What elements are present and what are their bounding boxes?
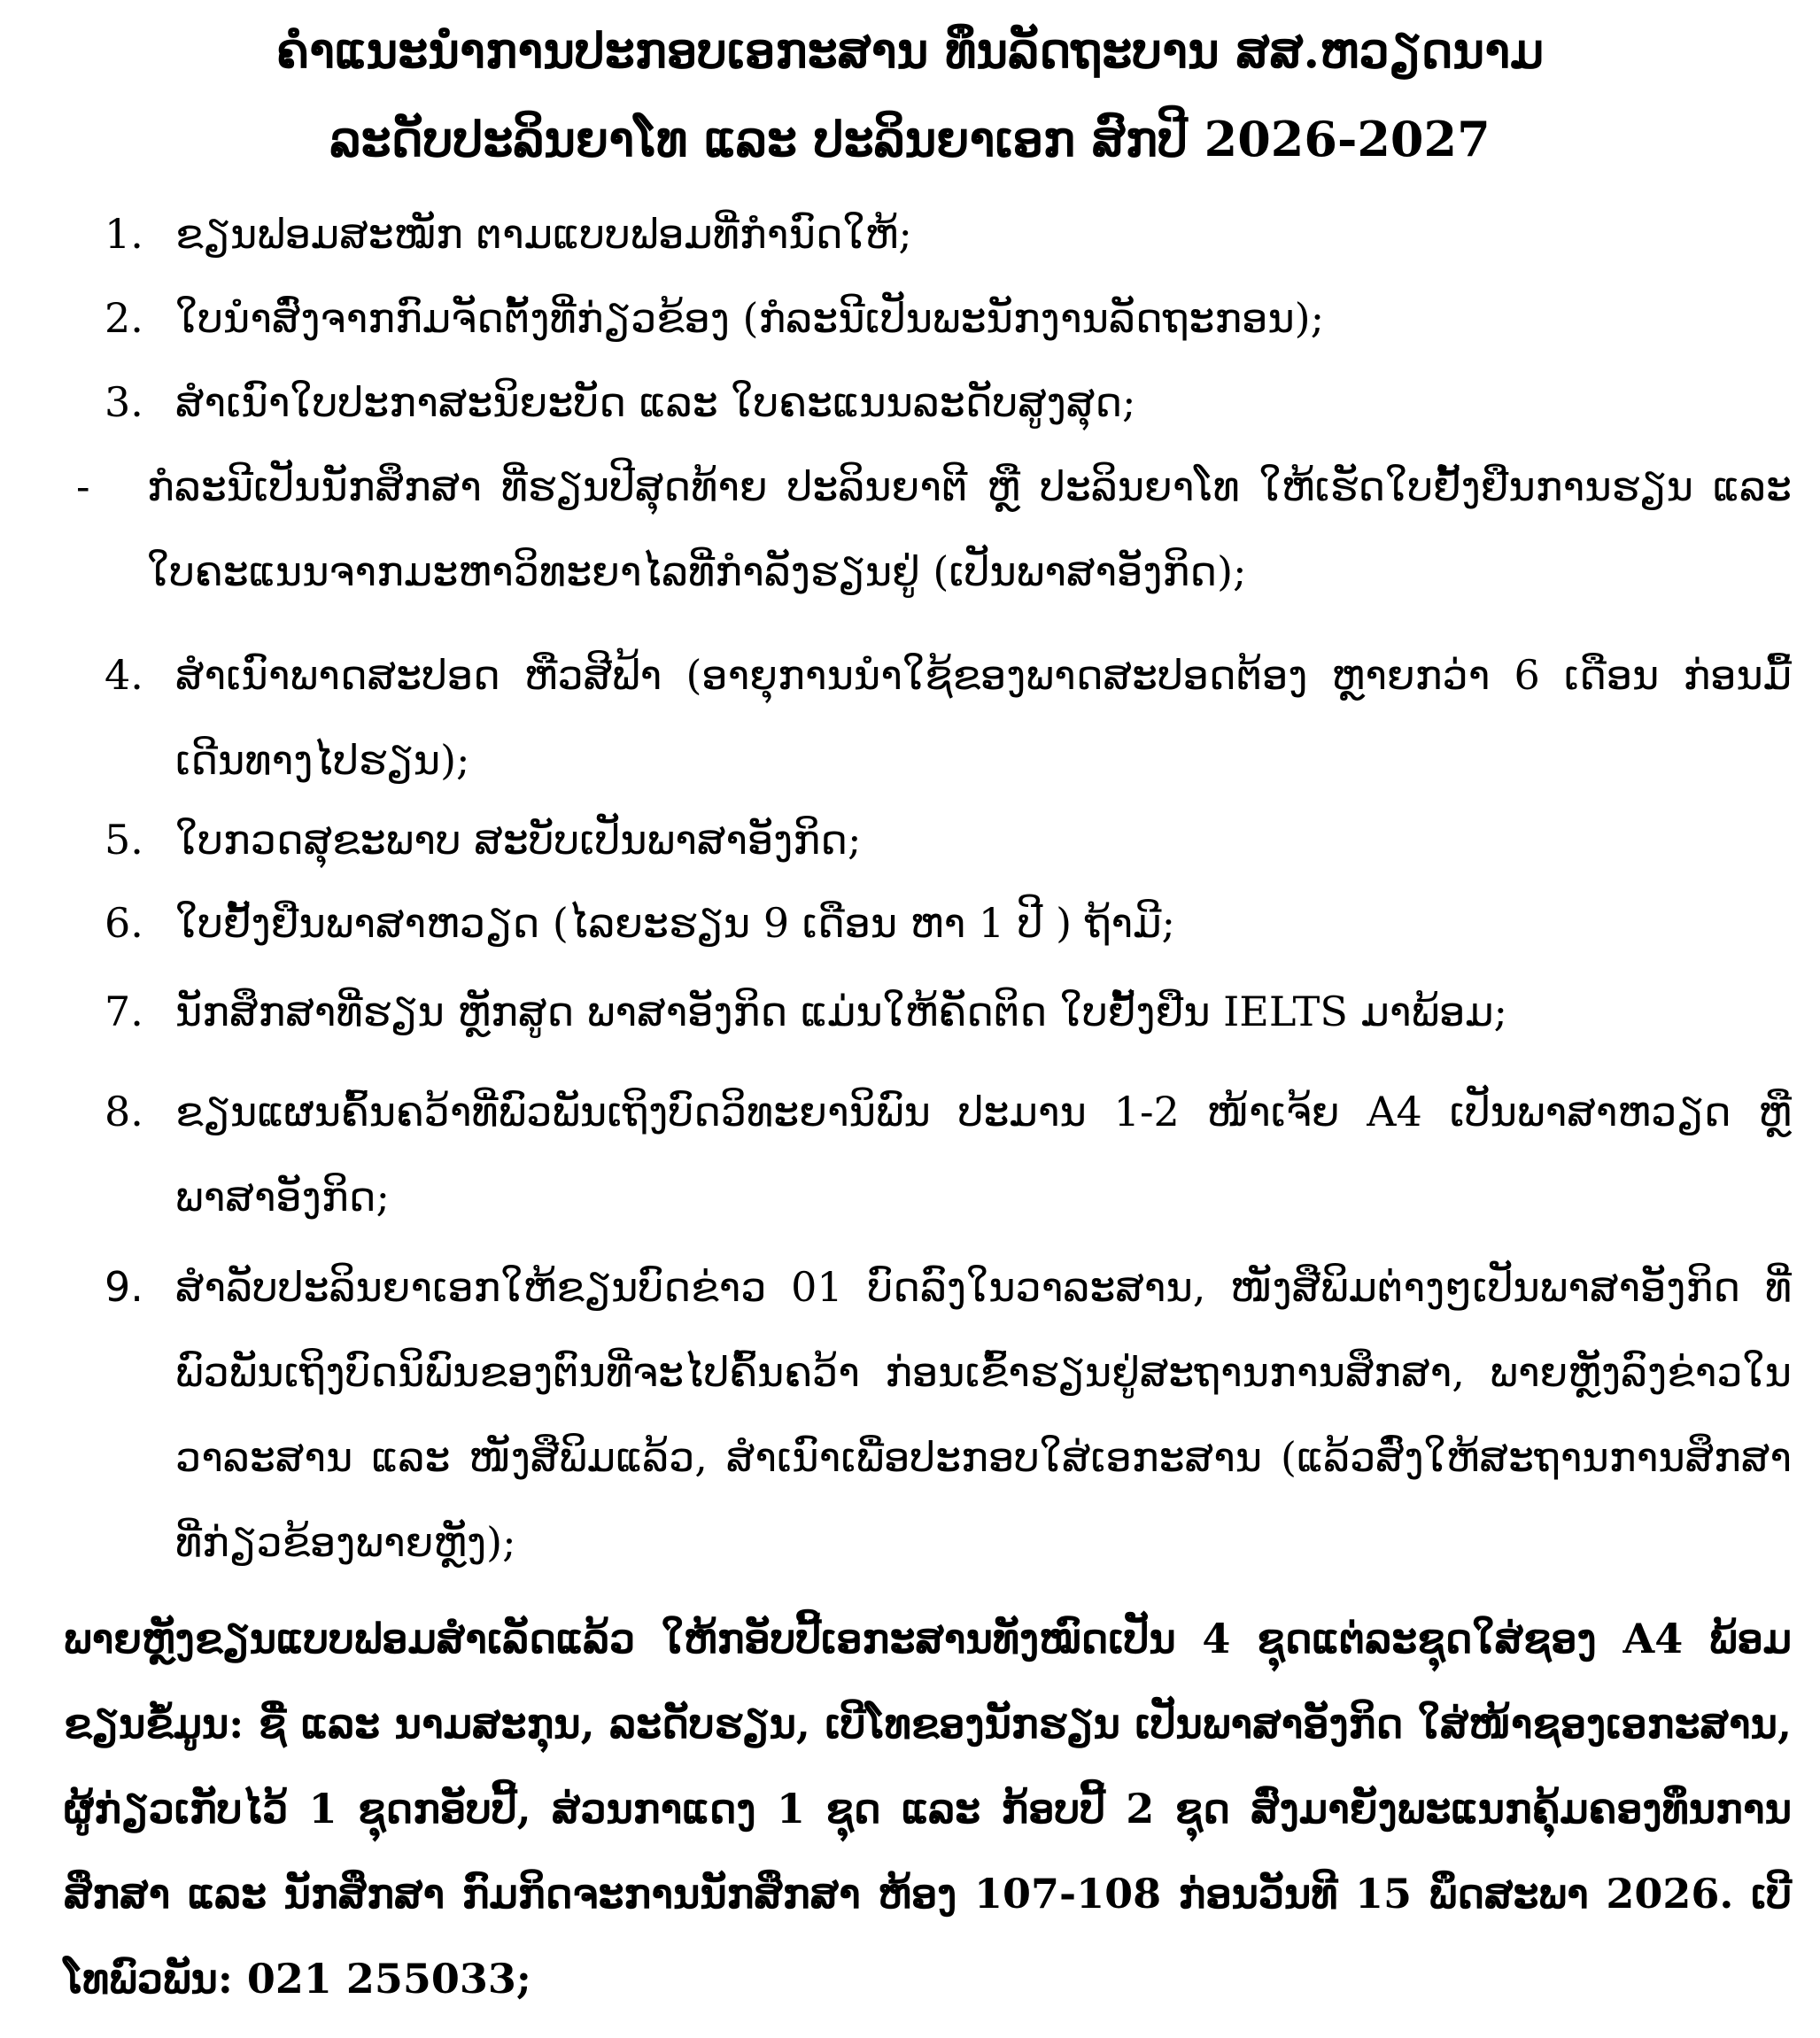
list-item-number: 9. bbox=[105, 1263, 143, 1311]
list-item-number: 5. bbox=[105, 816, 143, 864]
list-item-number: 2. bbox=[105, 294, 143, 342]
list-item-text: ກໍລະນີເປັນນັກສຶກສາ ທີ່ຮຽນປີສຸດທ້າຍ ປະລິນຍາຕີ ຫຼື ປະລິນຍາໂທ ໃຫ້ເຮັດໃບຢັ້ງຢືນການຮຽນ ແລະ ໃບຄະແນນຈາກມະຫາວິທະຍາໄລທີ່ກໍາລັງຮຽນຢູ່ (ເປັນພາສາອັງກິດ); bbox=[147, 462, 1792, 595]
document-subtitle: ລະດັບປະລິນຍາໂທ ແລະ ປະລິນຍາເອກ ສົກປີ 2026-2027 bbox=[329, 111, 1491, 167]
list-item-text: ໃບກວດສຸຂະພາບ ສະບັບເປັນພາສາອັງກິດ; bbox=[175, 816, 862, 864]
list-item-text: ນັກສຶກສາທີ່ຮຽນ ຫຼັກສູດ ພາສາອັງກິດ ແມ່ນໃຫ້ຄັດຕິດ ໃບຢັ້ງຢືນ IELTS ມາພ້ອມ; bbox=[175, 988, 1508, 1035]
list-item-number: 4. bbox=[105, 651, 143, 699]
list-item-text: ສໍາເນົາພາດສະປອດ ຫືວສີຟ້າ (ອາຍຸການນໍາໃຊ້ຂອງພາດສະປອດຕ້ອງ ຫຼາຍກວ່າ 6 ເດືອນ ກ່ອນມື້ເດີນທາງໄປຮຽນ); bbox=[175, 651, 1792, 784]
list-item-number: 3. bbox=[105, 378, 143, 426]
list-item-number: 8. bbox=[105, 1088, 143, 1135]
list-item-number: 6. bbox=[105, 899, 143, 947]
closing-instructions: ພາຍຫຼັງຂຽນແບບຟອມສໍາເລັດແລ້ວ ໃຫ້ກອັບປີ້ເອກະສານທັງໝົດເປັນ 4 ຊຸດແຕ່ລະຊຸດໃສ່ຊອງ A4 ພ້ອມຂຽນຂໍ້ມູນ: ຊື່ ແລະ ນາມສະກຸນ, ລະດັບຮຽນ, ເບີໂທຂອງນັກຮຽນ ເປັນພາສາອັງກິດ ໃສ່ໜ້າຊອງເອກະສານ, ຜູ້ກ່ຽວເກັບໄວ້ 1 ຊຸດກອັບປີ້, ສ່ວນກາແດງ 1 ຊຸດ ແລະ ກ້ອບປີ້ 2 ຊຸດ ສົ່ງມາຍັງພະແນກຄຸ້ມຄອງທຶນການສຶກສາ ແລະ ນັກສຶກສາ ກົມກິດຈະການນັກສຶກສາ ຫ້ອງ 107-108 ກ່ອນວັນທີ 15 ພຶດສະພາ 2026. ເບີໂທພົວພັນ: 021 255033; bbox=[64, 1615, 1792, 2003]
list-item-text: ຂຽນຟອມສະໝັກ ຕາມແບບຟອມທີ່ກໍານົດໃຫ້; bbox=[175, 210, 912, 258]
list-item-number: 1. bbox=[105, 210, 143, 258]
list-item-number: 7. bbox=[105, 988, 143, 1035]
list-item-text: ໃບນໍາສົ່ງຈາກກົມຈັດຕັ້ງທີ່ກ່ຽວຂ້ອງ (ກໍລະນີເປັນພະນັກງານລັດຖະກອນ); bbox=[175, 294, 1325, 342]
list-item-text: ສໍາເນົາໃບປະກາສະນິຍະບັດ ແລະ ໃບຄະແນນລະດັບສູງສຸດ; bbox=[175, 378, 1136, 426]
document-title: ຄໍາແນະນໍາການປະກອບເອກະສານ ທຶນລັດຖະບານ ສສ.ຫວຽດນາມ bbox=[275, 22, 1545, 79]
list-item-dash: - bbox=[76, 462, 90, 510]
list-item-text: ສໍາລັບປະລິນຍາເອກໃຫ້ຂຽນບົດຂ່າວ 01 ບົດລົງໃນວາລະສານ, ໜັງສືພິມຕ່າງໆເປັນພາສາອັງກິດ ທີ່ພົວພັນເຖິງບົດນິພົນຂອງຕົນທີ່ຈະໄປຄົ້ນຄວ້າ ກ່ອນເຂົ້າຮຽນຢູ່ສະຖານການສຶກສາ, ພາຍຫຼັງລົງຂ່າວໃນວາລະສານ ແລະ ໜັງສືພິມແລ້ວ, ສໍາເນົາເພື່ອປະກອບໃສ່ເອກະສານ (ແລ້ວສົ່ງໃຫ້ສະຖານການສຶກສາທີ່ກ່ຽວຂ້ອງພາຍຫຼັງ); bbox=[175, 1263, 1792, 1566]
list-item-text: ຂຽນແຜນຄົ້ນຄວ້າທີ່ພົວພັນເຖິງບົດວິທະຍານິພົນ ປະມານ 1-2 ໜ້າເຈ້ຍ A4 ເປັນພາສາຫວຽດ ຫຼື ພາສາອັງກິດ; bbox=[175, 1088, 1792, 1220]
list-item-text: ໃບຢັ້ງຢືນພາສາຫວຽດ (ໄລຍະຮຽນ 9 ເດືອນ ຫາ 1 ປີ ) ຖ້າມີ; bbox=[175, 899, 1175, 947]
